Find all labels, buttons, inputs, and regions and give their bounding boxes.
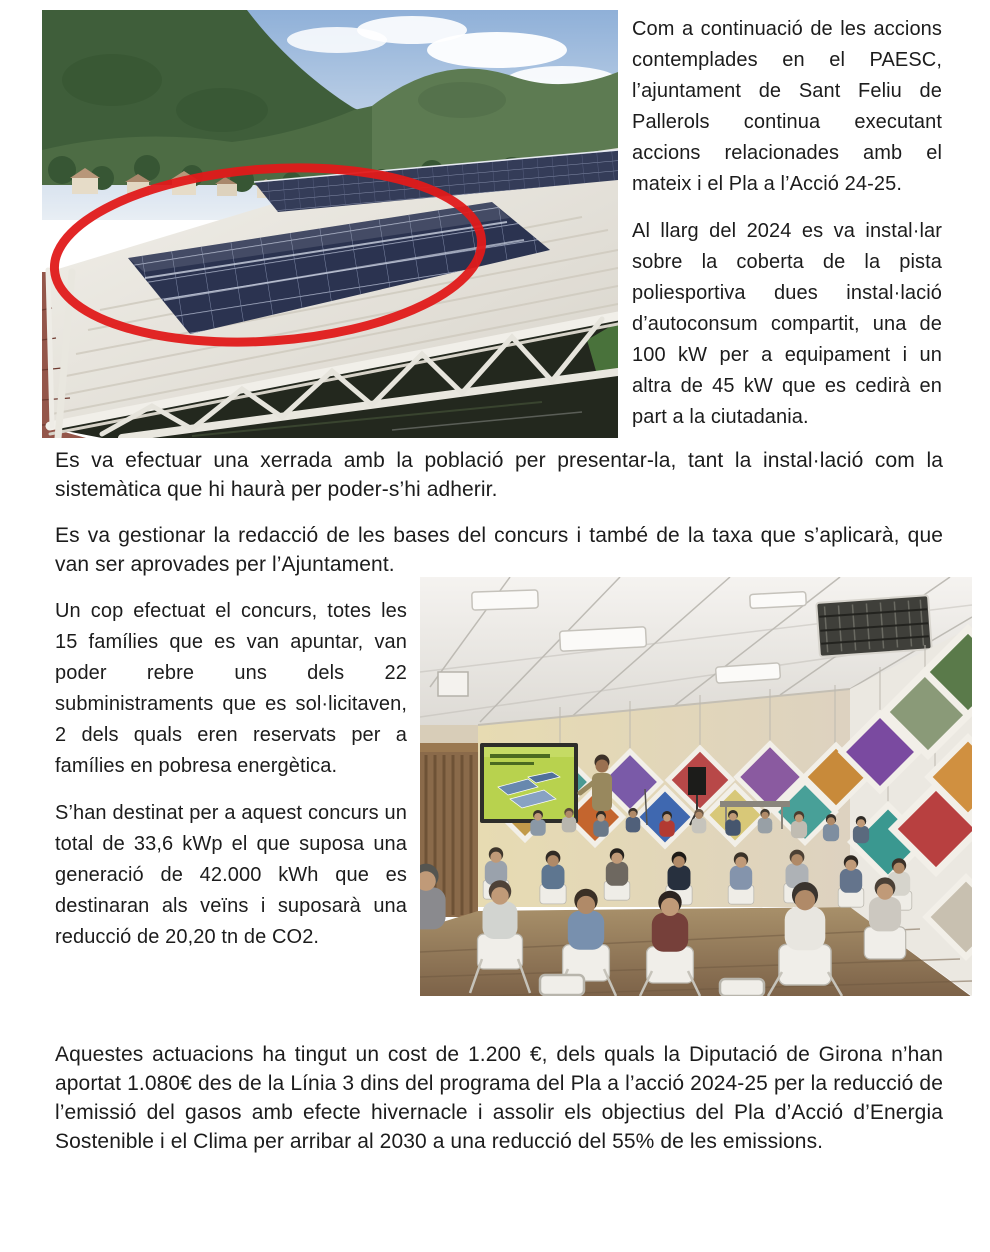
air-vent — [816, 595, 931, 657]
paragraph-kwp-totals: S’han destinat per a aquest concurs un total de 33,6 kWp el que suposa una generació de 42.000 kWh que es destinaran als veïns i suposarà una reducció de 20,20 tn de CO2. — [55, 802, 407, 948]
paragraph-families: Un cop efectuat el concurs, totes les 15 famílies que es van apuntar, van poder rebre uns dels 22 subministraments que es sol·licitaven, 2 dels quals eren reservats per a famílies en pobresa energètica. — [55, 600, 407, 777]
paragraph-bases-concurs: Es va gestionar la redacció de les bases del concurs i també de la taxa que s’aplicarà, que van ser aprovades per l’Ajuntament. — [55, 524, 943, 576]
left-text-column — [55, 596, 407, 953]
photo-public-meeting — [420, 577, 972, 996]
solar-roof-illustration — [42, 10, 618, 438]
table — [720, 801, 790, 807]
paragraph-paesc-intro: Com a continuació de les accions contemplades en el PAESC, l’ajuntament de Sant Feliu de Pallerols continua executant accions relacionades amb el mateix i el Pla a l’Acció 24-25. — [632, 18, 942, 195]
photo-solar-installation — [42, 10, 618, 438]
wall-speaker-box — [438, 672, 468, 696]
paragraph-installation-2024: Al llarg del 2024 es va instal·lar sobre la coberta de la pista poliesportiva dues instal·lació d’autoconsum compartit, una de 100 kW per a equipament i un altra de 45 kW que es cedirà en part a la ciutadania. — [632, 220, 942, 428]
right-text-column — [632, 14, 942, 433]
meeting-room-illustration — [420, 577, 972, 996]
projection-screen — [480, 743, 578, 823]
paragraph-closing-costs: Aquestes actuacions ha tingut un cost de 1.200 €, dels quals la Diputació de Girona n’han aportat 1.080€ des de la Línia 3 dins del programa del Pla a l’acció 2024-25 per la reducció de l’emissió del gasos amb efecte hivernacle i assolir els objectius del Pla d’Acció d’Energia Sostenible i el Clima per arribar al 2030 a una reducció del 55% de les emissions. — [55, 1043, 943, 1153]
paragraph-xerrada: Es va efectuar una xerrada amb la població per presentar-la, tant la instal·lació com la sistemàtica que hi haurà per poder-s’hi adherir. — [55, 449, 943, 501]
